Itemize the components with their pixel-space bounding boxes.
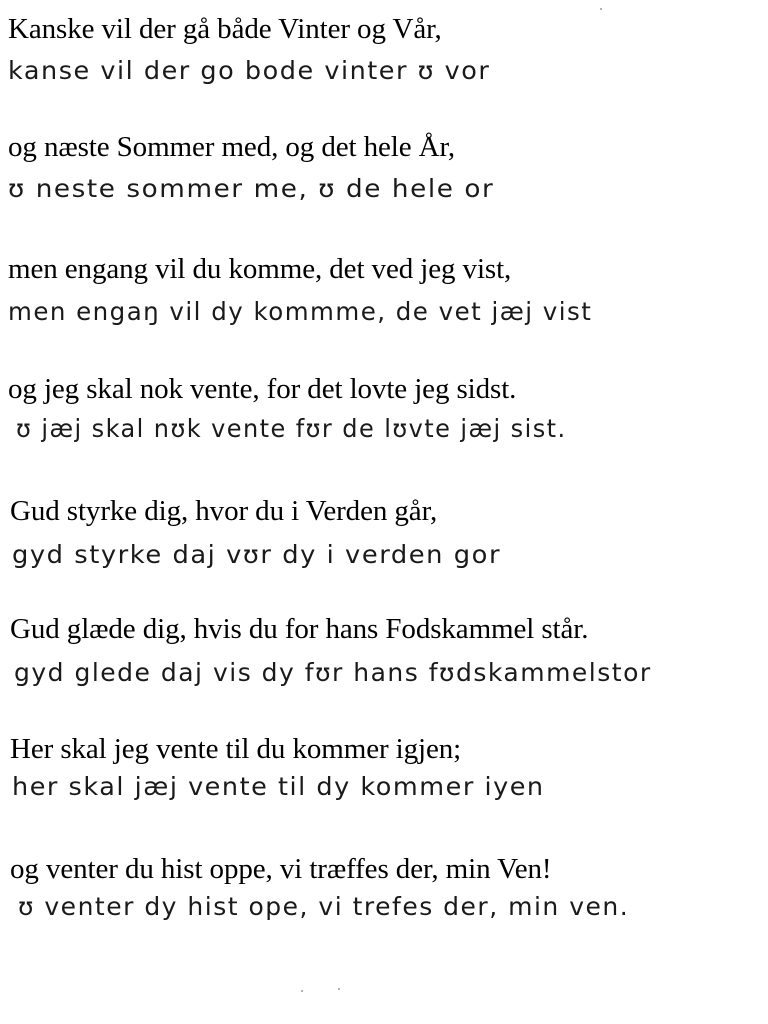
printed-line-3: men engang vil du komme, det ved jeg vist,	[8, 253, 512, 285]
handwritten-line-8: ʊ venter dy hist ope, vi trefes der, min ven.	[18, 892, 630, 921]
handwritten-line-3: men engaŋ vil dy kommme, de vet jæj vist	[8, 297, 593, 326]
printed-line-6: Gud glæde dig, hvis du for hans Fodskammel står.	[10, 613, 589, 645]
printed-line-1: Kanske vil der gå både Vinter og Vår,	[8, 13, 442, 45]
printed-line-7: Her skal jeg vente til du kommer igjen;	[10, 733, 462, 765]
printed-line-8: og venter du hist oppe, vi træffes der, min Ven!	[10, 853, 552, 885]
paper-speck	[600, 8, 602, 10]
paper-speck	[301, 990, 303, 992]
handwritten-line-4: ʊ jæj skal nʊk vente fʊr de lʊvte jæj sist.	[16, 414, 567, 443]
handwritten-line-1: kanse vil der go bode vinter ʊ vor	[8, 56, 491, 85]
handwritten-line-6: gyd glede daj vis dy fʊr hans fʊdskammelstor	[14, 658, 652, 687]
handwritten-line-2: ʊ neste sommer me, ʊ de hele or	[8, 174, 495, 203]
printed-line-2: og næste Sommer med, og det hele År,	[8, 131, 456, 163]
handwritten-line-7: her skal jæj vente til dy kommer iyen	[12, 772, 545, 801]
printed-line-5: Gud styrke dig, hvor du i Verden går,	[10, 495, 438, 527]
handwritten-line-5: gyd styrke daj vʊr dy i verden gor	[12, 540, 502, 569]
paper-speck	[338, 988, 340, 990]
printed-line-4: og jeg skal nok vente, for det lovte jeg sidst.	[8, 373, 517, 405]
